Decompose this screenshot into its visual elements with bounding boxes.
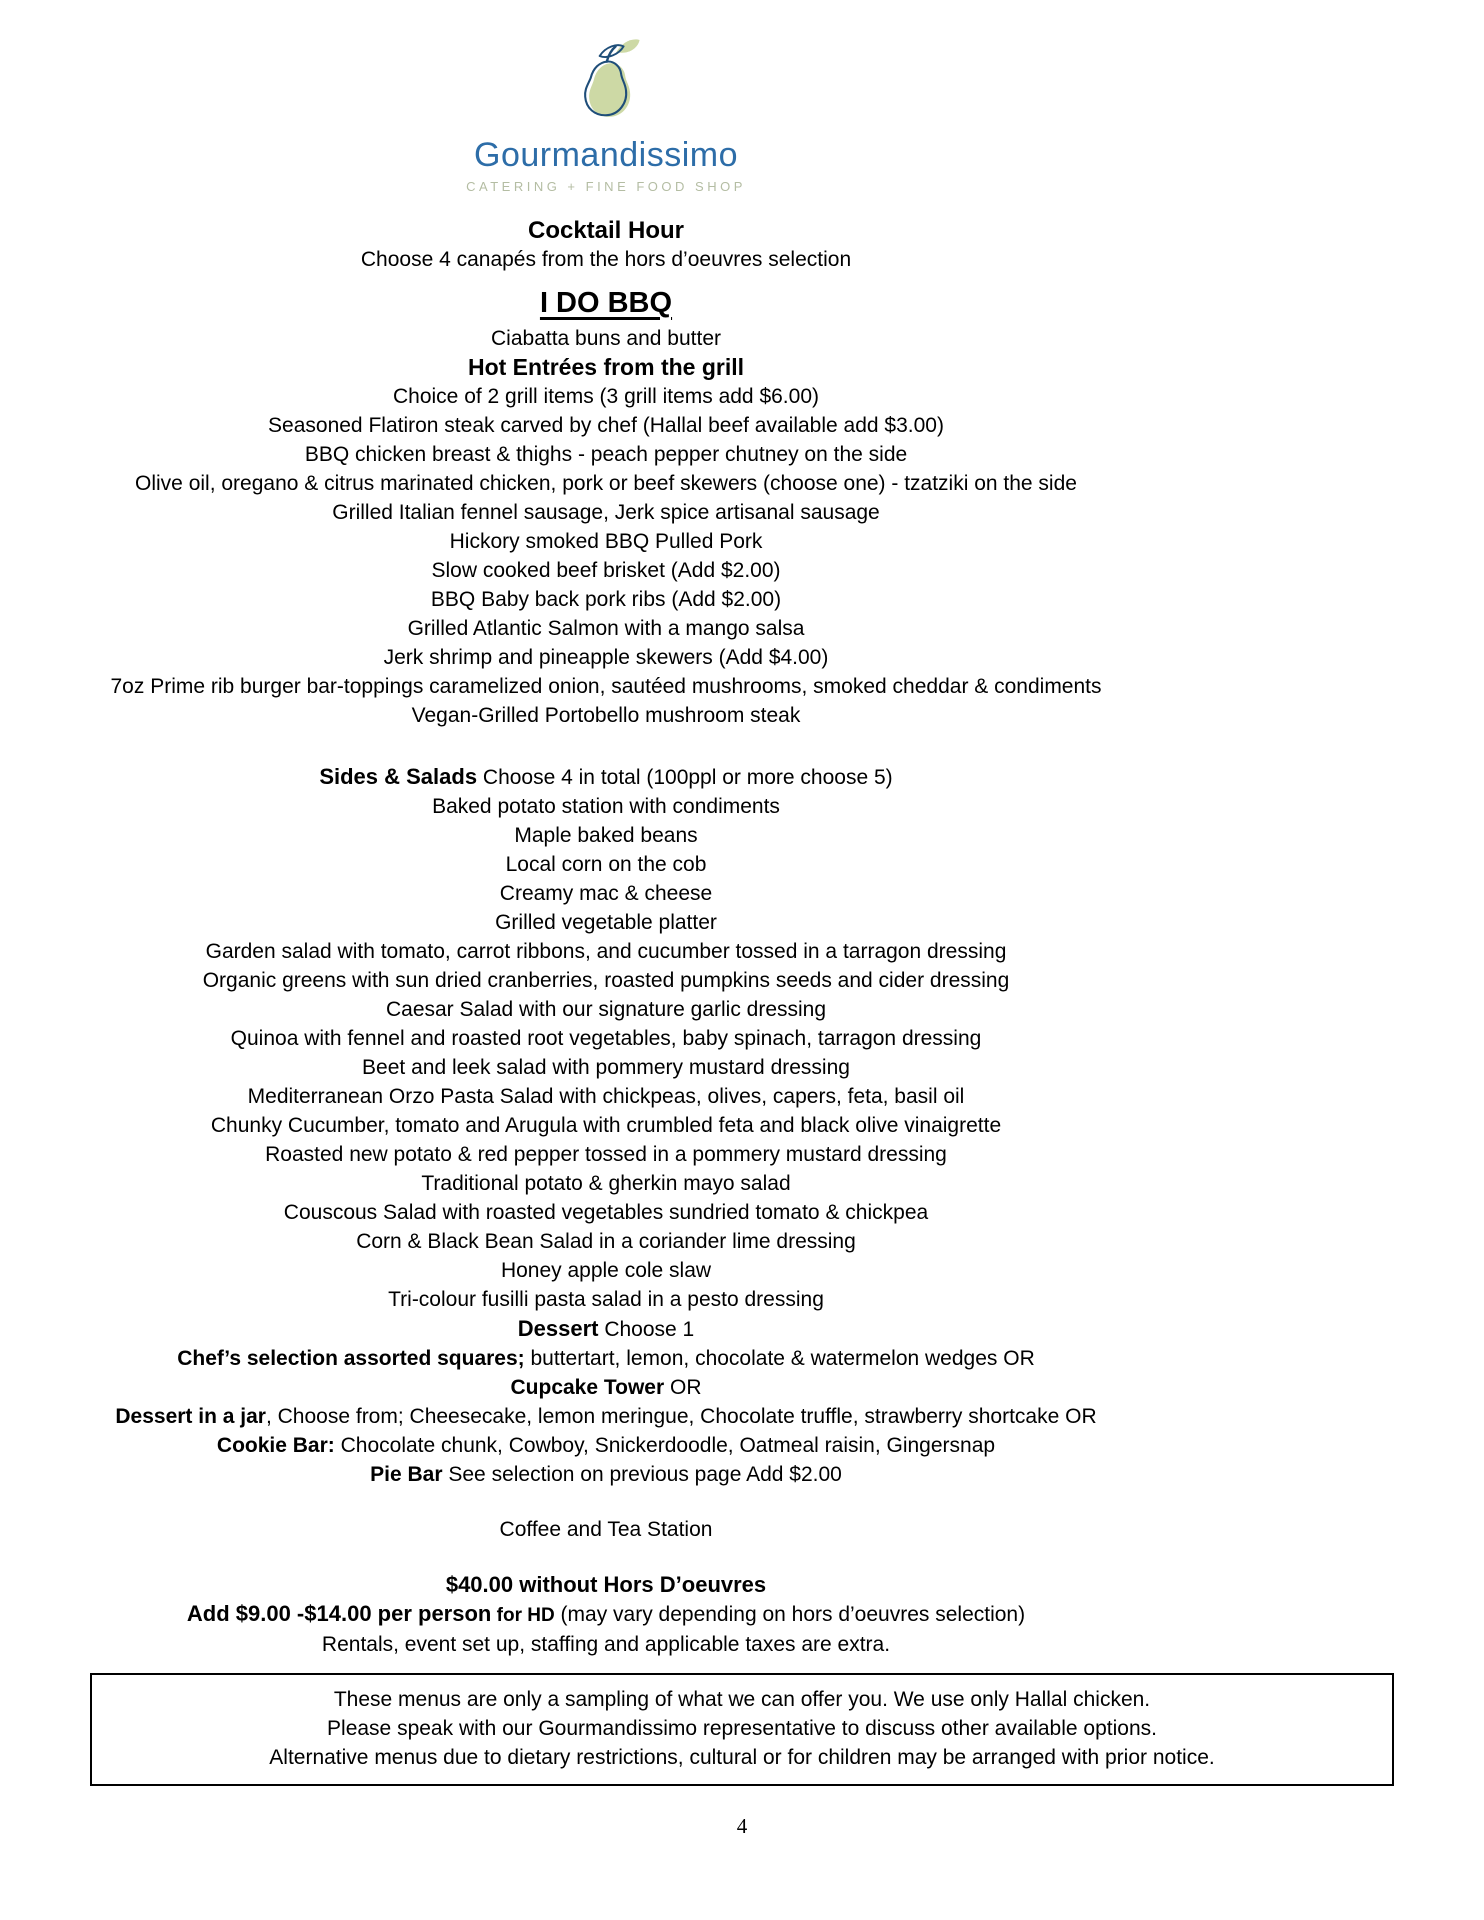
coffee-tea-station: Coffee and Tea Station xyxy=(499,1518,713,1541)
dessert-option xyxy=(0,1344,1212,1373)
menu-item: Mediterranean Orzo Pasta Salad with chickpeas, olives, capers, feta, basil oil xyxy=(247,1085,965,1108)
menu-item: Grilled Atlantic Salmon with a mango salsa xyxy=(407,617,805,640)
dessert-option-text: OR xyxy=(664,1376,702,1399)
menu-item: Vegan-Grilled Portobello mushroom steak xyxy=(411,704,801,727)
menu-item: Couscous Salad with roasted vegetables sundried tomato & chickpea xyxy=(283,1201,929,1224)
logo xyxy=(0,0,1212,194)
brand-tagline: CATERING + FINE FOOD SHOP xyxy=(466,179,746,194)
dessert-heading-label: Dessert xyxy=(517,1316,599,1341)
menu-intro: Ciabatta buns and butter xyxy=(491,327,721,350)
menu-item: Organic greens with sun dried cranberries, roasted pumpkins seeds and cider dressing xyxy=(202,969,1010,992)
sides-heading-label: Sides & Salads xyxy=(319,764,478,789)
cocktail-hour-note: Choose 4 canapés from the hors d’oeuvres selection xyxy=(360,248,852,271)
brand-wordmark: Gourmandissimo xyxy=(474,136,738,174)
cocktail-hour-title: Cocktail Hour xyxy=(527,217,685,244)
menu-item: Maple baked beans xyxy=(514,824,698,847)
menu-item: Tri-colour fusilli pasta salad in a pesto dressing xyxy=(388,1288,824,1311)
menu-item: Caesar Salad with our signature garlic dressing xyxy=(385,998,827,1021)
pear-icon xyxy=(566,36,646,132)
menu-item: Creamy mac & cheese xyxy=(499,882,713,905)
dessert-option xyxy=(0,1460,1212,1489)
dessert-heading xyxy=(0,1314,1212,1344)
menu-title-i-do-bbq: I DO BBQ xyxy=(539,287,673,319)
menu-item: 7oz Prime rib burger bar-toppings caramelized onion, sautéed mushrooms, smoked cheddar & condiments xyxy=(110,675,1102,698)
price-extras-note: Rentals, event set up, staffing and applicable taxes are extra. xyxy=(321,1633,891,1656)
menu-body xyxy=(0,216,1212,1659)
menu-item: Local corn on the cob xyxy=(505,853,707,876)
menu-item: Olive oil, oregano & citrus marinated chicken, pork or beef skewers (choose one) - tzatziki on the side xyxy=(135,472,1077,495)
dessert-option xyxy=(0,1402,1212,1431)
menu-item: Honey apple cole slaw xyxy=(500,1259,712,1282)
menu-item: Hickory smoked BBQ Pulled Pork xyxy=(449,530,763,553)
dessert-option-text: See selection on previous page Add $2.00 xyxy=(442,1463,842,1486)
dessert-option-label: Cupcake Tower xyxy=(510,1376,665,1399)
dessert-option-label: Cookie Bar: xyxy=(216,1434,335,1457)
menu-item: BBQ chicken breast & thighs - peach pepper chutney on the side xyxy=(304,443,908,466)
notice-box xyxy=(90,1673,1394,1786)
notice-line: Please speak with our Gourmandissimo representative to discuss other available options. xyxy=(327,1717,1157,1740)
dessert-heading-note: Choose 1 xyxy=(598,1318,695,1341)
dessert-option-text: , Choose from; Cheesecake, lemon meringue, Chocolate truffle, strawberry shortcake OR xyxy=(265,1405,1097,1428)
sides-heading-note: Choose 4 in total (100ppl or more choose 5) xyxy=(477,766,893,789)
price-add-hd: for HD xyxy=(491,1605,555,1626)
menu-item: Jerk shrimp and pineapple skewers (Add $4.00) xyxy=(383,646,829,669)
price-without-hors-doeuvres: $40.00 without Hors D’oeuvres xyxy=(445,1572,767,1597)
dessert-option-text: Chocolate chunk, Cowboy, Snickerdoodle, Oatmeal raisin, Gingersnap xyxy=(334,1434,996,1457)
menu-item: Corn & Black Bean Salad in a coriander lime dressing xyxy=(356,1230,856,1253)
menu-item: BBQ Baby back pork ribs (Add $2.00) xyxy=(430,588,782,611)
notice-line: These menus are only a sampling of what we can offer you. We use only Hallal chicken. xyxy=(333,1688,1151,1711)
price-add-per-person xyxy=(0,1599,1212,1630)
price-add-amount: Add $9.00 -$14.00 per person xyxy=(186,1601,492,1626)
menu-item: Chunky Cucumber, tomato and Arugula with crumbled feta and black olive vinaigrette xyxy=(210,1114,1002,1137)
menu-item: Roasted new potato & red pepper tossed in a pommery mustard dressing xyxy=(265,1143,947,1166)
menu-item: Garden salad with tomato, carrot ribbons, and cucumber tossed in a tarragon dressing xyxy=(205,940,1007,963)
menu-item: Baked potato station with condiments xyxy=(432,795,780,818)
dessert-option xyxy=(0,1373,1212,1402)
dessert-option-text: buttertart, lemon, chocolate & watermelon wedges OR xyxy=(524,1347,1035,1370)
dessert-option xyxy=(0,1431,1212,1460)
grill-note: Choice of 2 grill items (3 grill items add $6.00) xyxy=(392,385,819,408)
page-number: 4 xyxy=(736,1814,748,1838)
grill-heading: Hot Entrées from the grill xyxy=(467,354,745,380)
dessert-option-label: Chef’s selection assorted squares; xyxy=(177,1347,525,1370)
menu-item: Quinoa with fennel and roasted root vegetables, baby spinach, tarragon dressing xyxy=(230,1027,982,1050)
menu-item: Beet and leek salad with pommery mustard dressing xyxy=(362,1056,850,1079)
dessert-option-label: Pie Bar xyxy=(370,1463,443,1486)
price-add-note: (may vary depending on hors d’oeuvres selection) xyxy=(554,1603,1026,1626)
menu-item: Traditional potato & gherkin mayo salad xyxy=(421,1172,791,1195)
dessert-option-label: Dessert in a jar xyxy=(115,1405,266,1428)
menu-item: Seasoned Flatiron steak carved by chef (Hallal beef available add $3.00) xyxy=(268,414,944,437)
menu-item: Grilled vegetable platter xyxy=(495,911,717,934)
menu-item: Slow cooked beef brisket (Add $2.00) xyxy=(431,559,781,582)
menu-item: Grilled Italian fennel sausage, Jerk spice artisanal sausage xyxy=(332,501,880,524)
notice-line: Alternative menus due to dietary restrictions, cultural or for children may be arranged with prior notice. xyxy=(269,1746,1215,1769)
sides-heading xyxy=(0,762,1212,792)
